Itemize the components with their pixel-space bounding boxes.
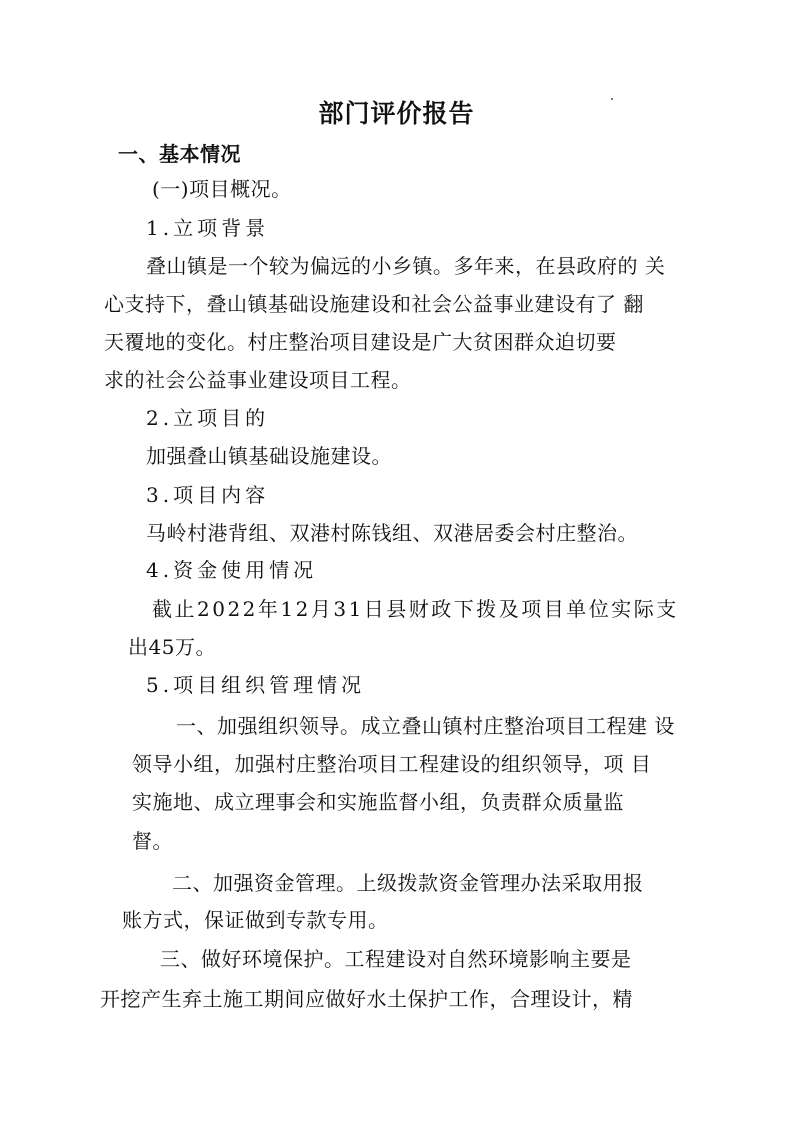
- subsection-heading-project-overview: (一)项目概况。: [152, 177, 292, 201]
- paragraph-line: 出45万。: [128, 635, 216, 659]
- paragraph-line: 督。: [132, 829, 173, 853]
- paragraph-line: 截止2022年12月31日县财政下拨及项目单位实际支: [152, 597, 679, 621]
- item-heading-organization-management: 5.项目组织管理情况: [146, 673, 366, 697]
- item-heading-project-background: 1.立项背景: [146, 216, 270, 240]
- paragraph-line: 加强叠山镇基础设施建设。: [146, 444, 392, 468]
- paragraph-line: 叠山镇是一个较为偏远的小乡镇。多年来，在县政府的 关: [146, 254, 666, 278]
- paragraph-line: 天覆地的变化。村庄整治项目建设是广大贫困群众迫切要: [104, 330, 617, 354]
- page-title: 部门评价报告: [318, 99, 475, 128]
- item-heading-project-content: 3.项目内容: [146, 483, 270, 507]
- item-heading-fund-usage: 4.资金使用情况: [146, 558, 318, 582]
- paragraph-line: 心支持下，叠山镇基础设施建设和社会公益事业建设有了 翻: [104, 292, 644, 316]
- paragraph-line: 马岭村港背组、双港村陈钱组、双港居委会村庄整治。: [146, 521, 638, 545]
- paragraph-line: 一、加强组织领导。成立叠山镇村庄整治项目工程建 设: [176, 714, 675, 738]
- paragraph-line: 三、做好环境保护。工程建设对自然环境影响主要是: [160, 947, 632, 971]
- paragraph-line: 实施地、成立理事会和实施监督小组，负责群众质量监: [132, 790, 624, 814]
- paragraph-line: 二、加强资金管理。上级拨款资金管理办法采取用报: [172, 871, 644, 895]
- paragraph-line: 开挖产生弃土施工期间应做好水土保护工作，合理设计，精: [100, 987, 633, 1011]
- paragraph-line: 账方式，保证做到专款专用。: [122, 908, 389, 932]
- paragraph-line: 求的社会公益事业建设项目工程。: [104, 368, 412, 392]
- paragraph-line: 领导小组，加强村庄整治项目工程建设的组织领导，项 目: [132, 752, 652, 776]
- item-heading-project-purpose: 2.立项目的: [146, 406, 270, 430]
- section-heading-basic-info: 一、基本情况: [118, 142, 241, 166]
